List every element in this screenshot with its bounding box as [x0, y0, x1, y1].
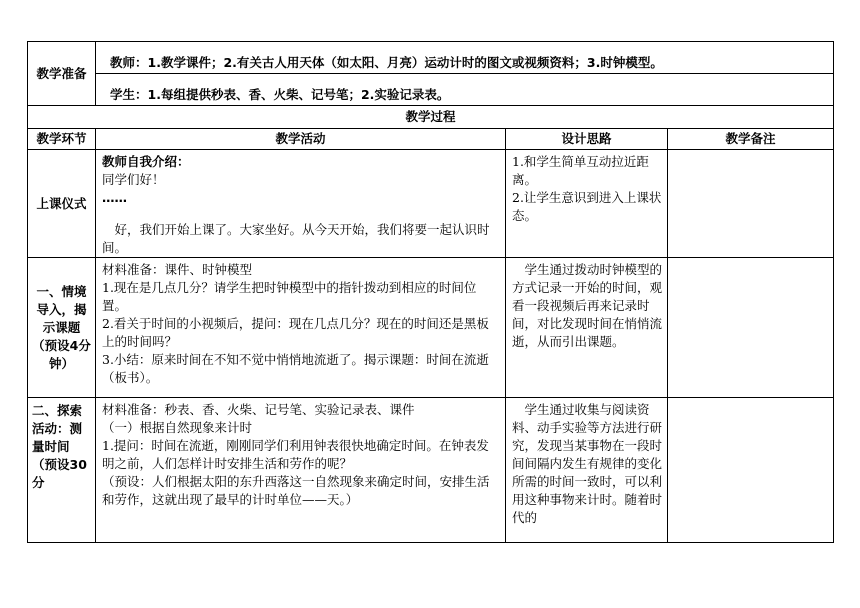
activity-cell [96, 258, 506, 398]
activity-cell [96, 398, 506, 543]
prep-teacher: 教师：1.教学课件；2.有关古人用天体（如太阳、月亮）运动计时的图文或视频资料；3.时钟模型。 [96, 42, 834, 74]
header-activity: 教学活动 [96, 129, 506, 150]
activity-line: 1.提问：时间在流逝，刚刚同学们利用钟表很快地确定时间。在钟表发明之前，人们怎样计时安排生活和劳作的呢？ [102, 438, 489, 471]
prep-label: 教学准备 [28, 42, 96, 106]
note-cell [668, 258, 834, 398]
header-stage: 教学环节 [28, 129, 96, 150]
lesson-plan-table [27, 41, 834, 543]
activity-line: 1.现在是几点几分？请学生把时钟模型中的指针拨动到相应的时间位置。 [102, 280, 477, 313]
header-design: 设计思路 [506, 129, 668, 150]
table-row [28, 398, 834, 543]
activity-line: 3.小结：原来时间在不知不觉中悄悄地流逝了。揭示课题：时间在流逝（板书）。 [102, 352, 489, 385]
activity-line: …… [102, 190, 127, 205]
stage-cell: 一、情境导入，揭示课题（预设4分钟） [28, 258, 96, 398]
design-cell [506, 398, 668, 543]
section-title-row [28, 106, 834, 129]
note-cell [668, 398, 834, 543]
stage-cell: 上课仪式 [28, 150, 96, 258]
prep-student: 学生：1.每组提供秒表、香、火柴、记号笔；2.实验记录表。 [96, 74, 834, 106]
section-title: 教学过程 [28, 106, 834, 129]
activity-line: （预设：人们根据太阳的东升西落这一自然现象来确定时间，安排生活和劳作，这就出现了最早的计时单位——天。） [102, 474, 490, 507]
prep-teacher-row [28, 42, 834, 74]
activity-line: 2.看关于时间的小视频后，提问：现在几点几分？现在的时间还是黑板上的时间吗？ [102, 316, 489, 349]
activity-line: 好，我们开始上课了。大家坐好。从今天开始，我们将要一起认识时间。 [102, 222, 490, 255]
header-note: 教学备注 [668, 129, 834, 150]
note-cell [668, 150, 834, 258]
activity-cell [96, 150, 506, 258]
activity-line: 材料准备：课件、时钟模型 [102, 262, 253, 277]
design-line: 学生通过收集与阅读资料、动手实验等方法进行研究，发现当某事物在一段时间间隔内发生有规律的变化所需的时间一致时，可以利用这种事物来计时。随着时代的 [512, 402, 663, 525]
activity-line: （一）根据自然现象来计时 [102, 420, 253, 435]
design-line: 1.和学生简单互动拉近距离。 [512, 154, 649, 187]
stage-cell: 二、探索活动：测量时间（预设30分 [28, 398, 96, 543]
prep-student-row [28, 74, 834, 106]
design-line: 2.让学生意识到进入上课状态。 [512, 190, 662, 223]
design-cell [506, 258, 668, 398]
header-row [28, 129, 834, 150]
activity-line: 材料准备：秒表、香、火柴、记号笔、实验记录表、课件 [102, 402, 415, 417]
table-row [28, 258, 834, 398]
design-cell [506, 150, 668, 258]
activity-line: 教师自我介绍： [102, 154, 190, 169]
activity-line: 同学们好！ [102, 172, 165, 187]
design-line: 学生通过拨动时钟模型的方式记录一开始的时间，观看一段视频后再来记录时间，对比发现时间在悄悄流逝，从而引出课题。 [512, 262, 663, 349]
table-row [28, 150, 834, 258]
